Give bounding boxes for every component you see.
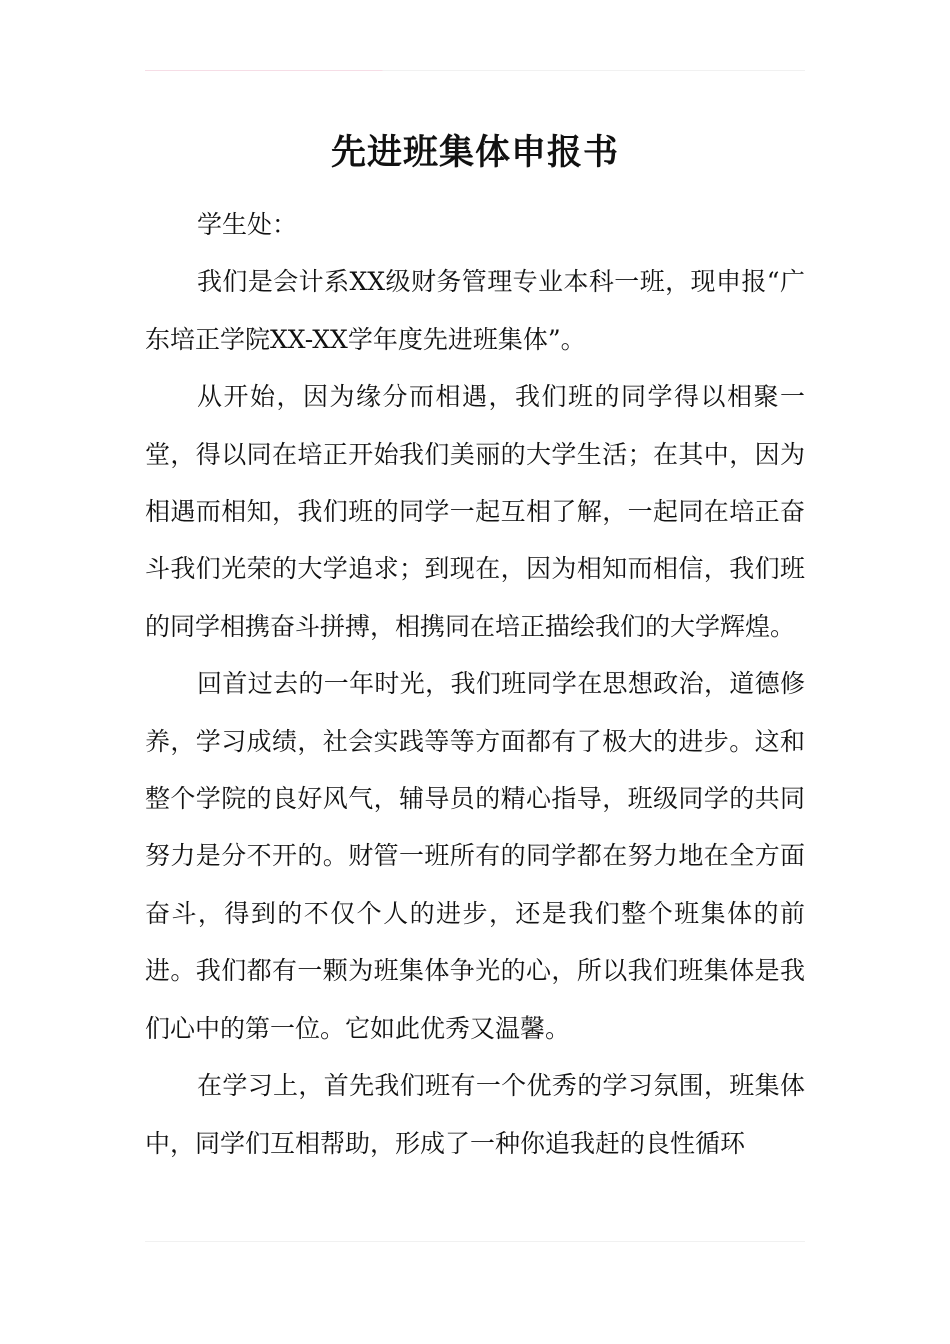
document-title: 先进班集体申报书 [330,133,619,173]
salutation: 学生处： [197,210,298,239]
header-rule [145,70,805,71]
paragraph-4: 在学习上，首先我们班有一个优秀的学习氛围，班集体中，同学们互相帮助，形成了一种你追我赶的良性循环 [145,1071,805,1158]
paragraph-1: 我们是会计系XX级财务管理专业本科一班，现申报“广东培正学院XX-XX学年度先进班集体”。 [145,267,805,354]
footer-rule [145,1241,805,1242]
paragraph-3: 回首过去的一年时光，我们班同学在思想政治，道德修养，学习成绩，社会实践等等方面都有了极大的进步。这和整个学院的良好风气，辅导员的精心指导，班级同学的共同努力是分不开的。财管一班所有的同学都在努力地在全方面奋斗，得到的不仅个人的进步，还是我们整个班集体的前进。我们都有一颗为班集体争光的心，所以我们班集体是我们心中的第一位。它如此优秀又温馨。 [145,669,805,1043]
paragraph-2: 从开始，因为缘分而相遇，我们班的同学得以相聚一堂，得以同在培正开始我们美丽的大学生活；在其中，因为相遇而相知，我们班的同学一起互相了解，一起同在培正奋斗我们光荣的大学追求；到现在，因为相知而相信，我们班的同学相携奋斗拼搏，相携同在培正描绘我们的大学辉煌。 [145,382,805,641]
document-body [145,196,805,1172]
